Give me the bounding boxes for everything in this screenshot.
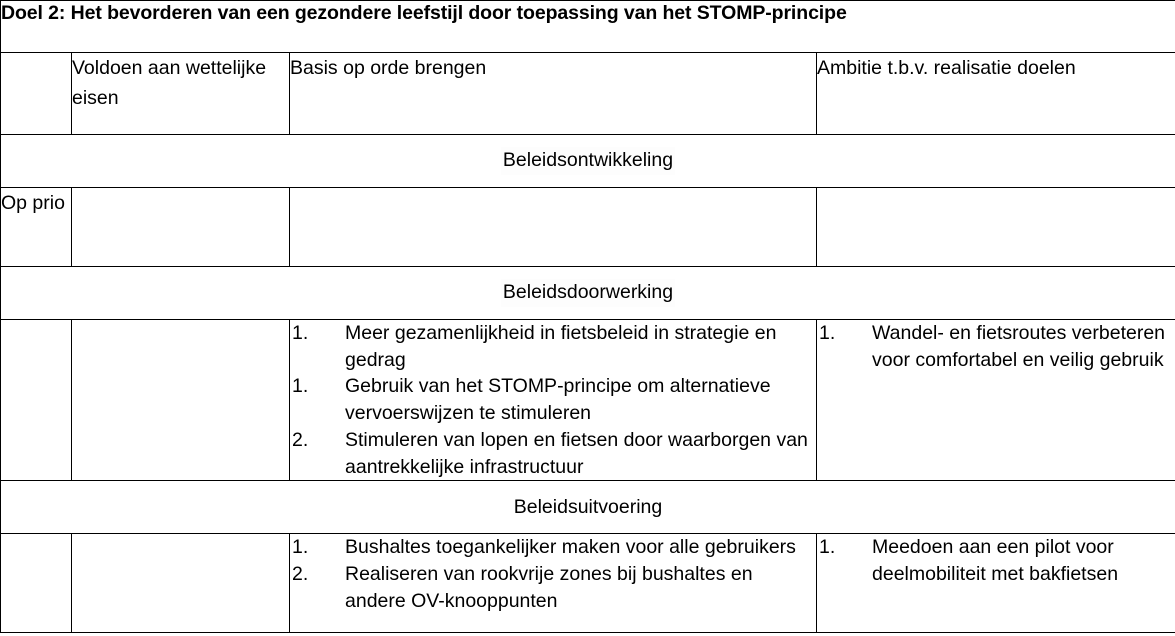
column-header-blank — [1, 53, 72, 135]
list-item-text: Meer gezamenlijkheid in fietsbeleid in strategie en gedrag — [345, 322, 777, 371]
section-content-row — [1, 534, 1175, 633]
list-item — [290, 320, 816, 373]
section-band-label: Beleidsdoorwerking — [501, 279, 675, 306]
list-item — [817, 320, 1175, 373]
section-band-beleidsuitvoering — [1, 481, 1175, 534]
section-band-row — [1, 481, 1175, 534]
section-content-row — [1, 188, 1175, 267]
list-item-text: Stimuleren van lopen en fietsen door waarborgen van aantrekkelijke infrastructuur — [345, 428, 808, 478]
section-band-beleidsdoorwerking — [1, 267, 1175, 320]
cell-wettelijke-eisen-doorwerking — [72, 320, 290, 481]
list-item — [290, 373, 816, 426]
list-item-number: 1. — [819, 322, 836, 344]
row-label-doorwerking — [1, 320, 72, 481]
list-item — [290, 534, 816, 561]
cell-ambitie-uitvoering — [817, 534, 1175, 633]
column-header-row — [1, 53, 1175, 135]
title-row — [1, 1, 1175, 53]
op-prio-label: Op prio — [1, 192, 65, 214]
column-header-ambitie — [817, 53, 1175, 135]
list-item — [290, 427, 816, 480]
page-title: Doel 2: Het bevorderen van een gezondere leefstijl door toepassing van het STOMP-principe — [1, 2, 847, 24]
column-header-wettelijke-eisen — [72, 53, 290, 135]
column-header-basis-op-orde — [290, 53, 817, 135]
section-band-label: Beleidsontwikkeling — [501, 147, 675, 174]
list-item-number: 1. — [292, 375, 309, 398]
list-item-number: 1. — [819, 536, 836, 559]
list-item-text: Realiseren van rookvrije zones bij bushaltes en andere OV-knooppunten — [345, 562, 753, 612]
document-title-cell — [1, 1, 1175, 53]
section-band-label: Beleidsuitvoering — [513, 495, 663, 518]
list-ambitie-uitvoering — [817, 534, 1175, 587]
section-band-row — [1, 135, 1175, 188]
cell-wettelijke-eisen-uitvoering — [72, 534, 290, 633]
list-ambitie-doorwerking — [817, 320, 1175, 373]
cell-ambitie-ontwikkeling — [817, 188, 1175, 267]
cell-basis-op-orde-ontwikkeling — [290, 188, 817, 267]
cell-basis-op-orde-doorwerking — [290, 320, 817, 481]
list-item — [290, 561, 816, 614]
list-item-text: Meedoen aan een pilot voor deelmobiliteit met bakfietsen — [872, 536, 1119, 585]
section-band-beleidsontwikkeling — [1, 135, 1175, 188]
column-header-label-3: Basis op orde brengen — [290, 57, 487, 79]
column-header-label-2: Voldoen aan wettelijke eisen — [72, 57, 267, 110]
section-band-row — [1, 267, 1175, 320]
list-basis-doorwerking — [290, 320, 816, 480]
section-content-row — [1, 320, 1175, 481]
list-item-number: 2. — [292, 428, 309, 451]
list-item-text: Gebruik van het STOMP-principe om alternatieve vervoerswijzen te stimuleren — [345, 375, 771, 425]
list-item-text: Wandel- en fietsroutes verbeteren voor comfortabel en veilig gebruik — [872, 322, 1166, 371]
list-item-number: 1. — [292, 322, 309, 344]
list-basis-uitvoering — [290, 534, 816, 614]
list-item — [817, 534, 1175, 587]
list-item-number: 1. — [292, 536, 309, 559]
row-label-op-prio — [1, 188, 72, 267]
column-header-label-4: Ambitie t.b.v. realisatie doelen — [817, 57, 1076, 79]
cell-basis-op-orde-uitvoering — [290, 534, 817, 633]
row-label-uitvoering — [1, 534, 72, 633]
cell-wettelijke-eisen-ontwikkeling — [72, 188, 290, 267]
list-item-text: Bushaltes toegankelijker maken voor alle gebruikers — [345, 536, 796, 559]
cell-ambitie-doorwerking — [817, 320, 1175, 481]
list-item-number: 2. — [292, 562, 309, 585]
